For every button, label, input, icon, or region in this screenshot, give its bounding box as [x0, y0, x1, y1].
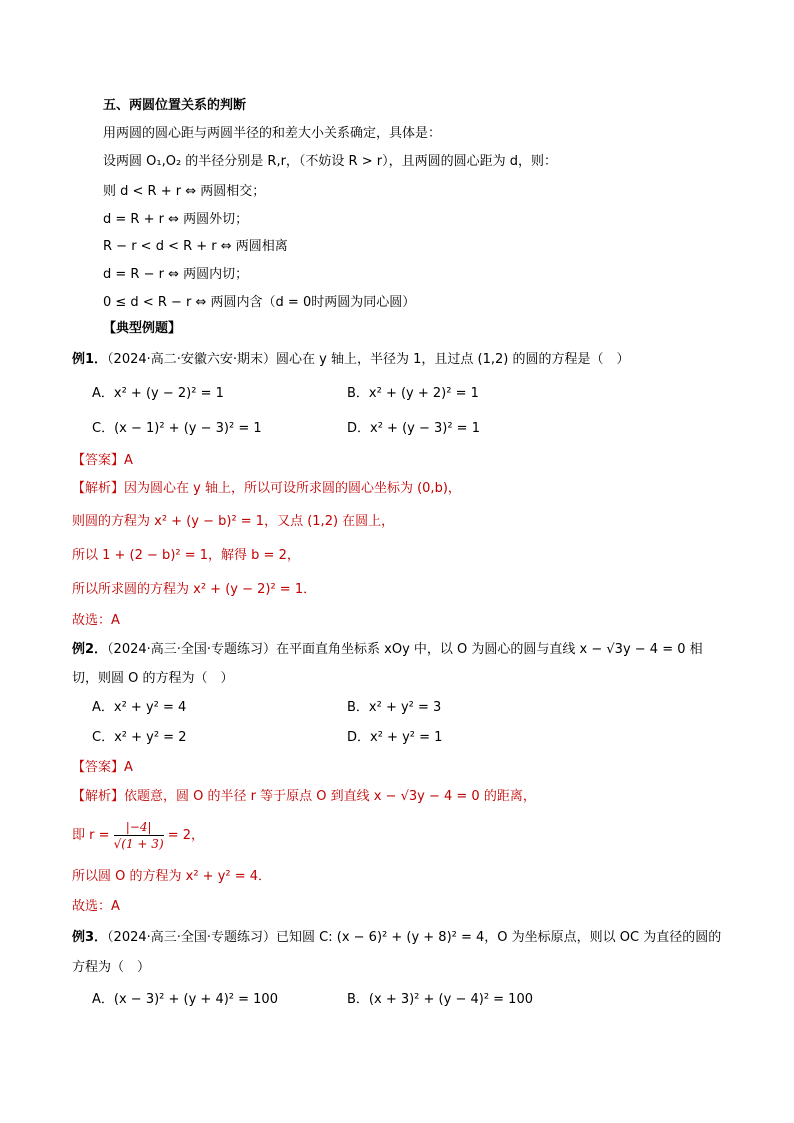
option-b: B．(x + 3)² + (y − 4)² = 100 [347, 992, 533, 1007]
answer: 【答案】A [72, 760, 133, 775]
example-stem-text: （2024·高三·全国·专题练习）在平面直角坐标系 xOy 中，以 O 为圆心的圆与直线 x − √3y − 4 = 0 相 [107, 642, 703, 657]
option-a: A．x² + y² = 4 [92, 700, 187, 715]
option-d: D．x² + (y − 3)² = 1 [347, 421, 480, 436]
example-2-stem [72, 640, 703, 660]
section-intro: 用两圆的圆心距与两圆半径的和差大小关系确定，具体是： [103, 126, 442, 141]
example-1-stem [72, 350, 629, 370]
example-label: 例2． [72, 642, 108, 657]
fraction-denominator: √(1 + 3) [113, 837, 164, 851]
example-3-stem [72, 928, 721, 948]
analysis-fraction-line [72, 817, 204, 857]
fraction-numerator: |−4| [114, 819, 164, 836]
rule-line: d = R + r ⇔ 两圆外切； [103, 212, 249, 227]
option-a: A．x² + (y − 2)² = 1 [92, 386, 224, 401]
example-2-stem-cont: 切，则圆 O 的方程为（ ） [72, 671, 234, 686]
option-b: B．x² + y² = 3 [347, 700, 442, 715]
analysis-line: 【解析】因为圆心在 y 轴上，所以可设所求圆的圆心坐标为 (0,b)， [72, 481, 461, 496]
examples-heading: 【典型例题】 [103, 321, 182, 336]
analysis-suffix: = 2， [167, 828, 205, 843]
option-b: B．x² + (y + 2)² = 1 [347, 386, 479, 401]
example-stem-text: （2024·高三·全国·专题练习）已知圆 C: (x − 6)² + (y + 8)² = 4，O 为坐标原点，则以 OC 为直径的圆的 [107, 930, 722, 945]
rule-line: R − r < d < R + r ⇔ 两圆相离 [103, 239, 288, 254]
choice: 故选：A [72, 899, 120, 914]
fraction [114, 819, 164, 852]
analysis-line: 所以 1 + (2 − b)² = 1，解得 b = 2， [72, 548, 300, 563]
section-setup: 设两圆 O₁,O₂ 的半径分别是 R,r，（不妨设 R > r），且两圆的圆心距为 d，则： [103, 154, 557, 169]
section-heading: 五、两圆位置关系的判断 [103, 98, 247, 113]
option-a: A．(x − 3)² + (y + 4)² = 100 [92, 992, 278, 1007]
choice: 故选：A [72, 613, 120, 628]
example-stem-text: （2024·高二·安徽六安·期末）圆心在 y 轴上，半径为 1，且过点 (1,2) 的圆的方程是（ ） [107, 352, 630, 367]
analysis-line: 【解析】依题意，圆 O 的半径 r 等于原点 O 到直线 x − √3y − 4 = 0 的距离， [72, 789, 536, 804]
rule-line: 则 d < R + r ⇔ 两圆相交； [103, 184, 266, 199]
analysis-line: 则圆的方程为 x² + (y − b)² = 1，又点 (1,2) 在圆上， [72, 514, 395, 529]
rule-line: 0 ≤ d < R − r ⇔ 两圆内含（d = 0时两圆为同心圆） [103, 295, 416, 310]
analysis-prefix: 即 r = [72, 828, 110, 843]
rule-line: d = R − r ⇔ 两圆内切； [103, 267, 249, 282]
example-3-stem-cont: 方程为（ ） [72, 960, 151, 975]
example-label: 例3． [72, 930, 108, 945]
option-c: C．x² + y² = 2 [92, 730, 187, 745]
analysis-line: 所以所求圆的方程为 x² + (y − 2)² = 1． [72, 582, 317, 597]
option-d: D．x² + y² = 1 [347, 730, 443, 745]
example-label: 例1． [72, 352, 108, 367]
answer: 【答案】A [72, 453, 133, 468]
analysis-line: 所以圆 O 的方程为 x² + y² = 4． [72, 869, 272, 884]
option-c: C．(x − 1)² + (y − 3)² = 1 [92, 421, 262, 436]
